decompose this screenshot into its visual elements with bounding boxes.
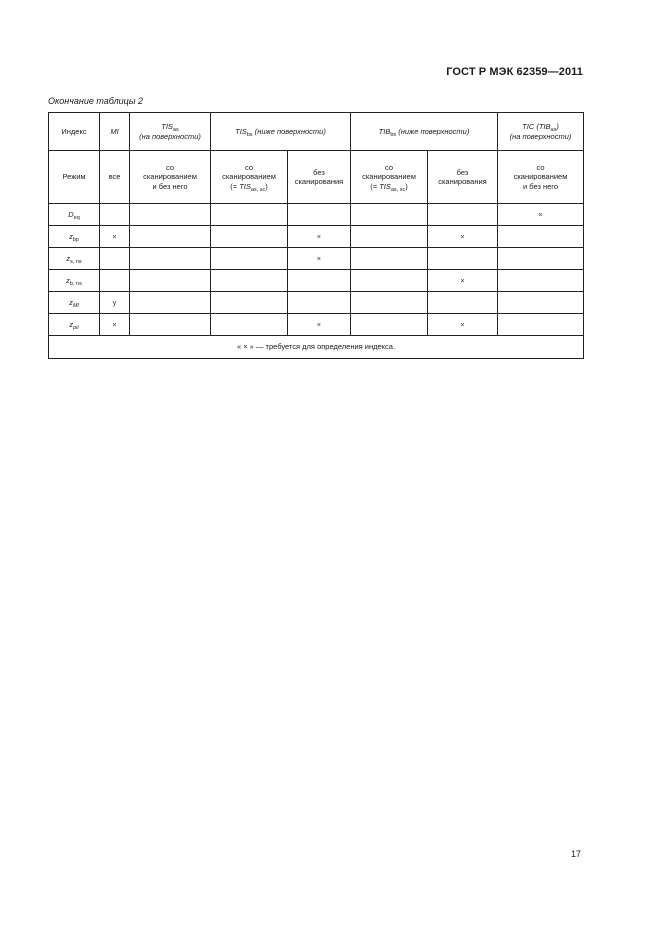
table-row: [49, 270, 584, 292]
c5-line1: без: [313, 167, 325, 177]
table-cell: [288, 292, 351, 314]
table-cell: [351, 292, 428, 314]
table-note: « × » — требуется для определения индекса.: [49, 336, 584, 359]
table-cell: [351, 248, 428, 270]
c7-line2: сканирования: [438, 177, 487, 186]
c7-line1: без: [456, 167, 469, 177]
c4-line3-post: ): [265, 181, 268, 191]
row-symbol-main: z: [66, 275, 70, 285]
c3-line1: со: [165, 162, 174, 172]
table-cell: [130, 248, 211, 270]
table-row: [49, 292, 584, 314]
table-cell: ×: [498, 204, 584, 226]
table-cell: [428, 248, 498, 270]
table-row: [49, 204, 584, 226]
header-tic: [498, 113, 584, 151]
c6-line1: со: [384, 162, 393, 172]
table-row: [49, 314, 584, 336]
table-cell: ×: [428, 270, 498, 292]
mode-row: [49, 151, 584, 204]
data-rows: [49, 204, 584, 336]
mode-all: все: [100, 151, 130, 204]
row-symbol-sub: pii: [73, 324, 79, 331]
c4-line1: со: [244, 162, 253, 172]
table-cell: [498, 248, 584, 270]
table-cell: [100, 270, 130, 292]
c4-line3-sub: as, sc: [250, 186, 266, 193]
table-cell: [211, 226, 288, 248]
table-cell: [498, 226, 584, 248]
c4-line3-main: TIS: [239, 181, 251, 191]
tibbs-note: (ниже поверхности): [398, 126, 470, 136]
note-row: [49, 336, 584, 359]
table-cell: [100, 204, 130, 226]
tic-sub: as: [550, 127, 557, 133]
table-cell: ×: [428, 226, 498, 248]
table-cell: [130, 292, 211, 314]
mode-c5: [288, 151, 351, 204]
tic-note: (на поверхности): [509, 131, 572, 141]
table-cell: [288, 204, 351, 226]
header-tisas: [130, 113, 211, 151]
row-symbol-main: z: [69, 319, 74, 329]
table-row: [49, 248, 584, 270]
header-tibbs: [351, 113, 498, 151]
table-cell: [428, 292, 498, 314]
table-cell: [211, 292, 288, 314]
c3-line3: и без него: [152, 181, 188, 191]
header-row: [49, 113, 584, 151]
table-cell: ×: [100, 314, 130, 336]
table-cell: ×: [288, 314, 351, 336]
c8-line3: и без него: [522, 181, 559, 191]
index-table: [48, 112, 584, 359]
tic-main: TIC (TIB: [522, 122, 551, 131]
table-cell: [288, 270, 351, 292]
header-index: Индекс: [49, 113, 100, 151]
table-cell: [130, 270, 211, 292]
table-cell: [130, 314, 211, 336]
header-mi: MI: [100, 113, 130, 151]
table-cell: [351, 270, 428, 292]
tisbs-main: TIS: [235, 126, 247, 136]
c4-line3-pre: (=: [230, 181, 240, 191]
table-cell: [498, 292, 584, 314]
c8-line2: сканированием: [513, 172, 568, 182]
table-cell: [130, 226, 211, 248]
mode-c4: [211, 151, 288, 204]
row-symbol: [49, 292, 100, 314]
row-symbol-sub: eq: [73, 214, 80, 221]
row-symbol-sub: b, ns: [69, 280, 82, 287]
document-code: ГОСТ Р МЭК 62359—2011: [446, 66, 583, 78]
mode-c8: [498, 151, 584, 204]
row-symbol: [49, 270, 100, 292]
row-symbol-main: z: [69, 297, 73, 307]
table-cell: у: [100, 292, 130, 314]
tisas-note: (на поверхности): [139, 131, 201, 141]
mode-c6: [351, 151, 428, 204]
row-symbol-main: D: [68, 209, 74, 219]
c4-line2: сканированием: [222, 172, 276, 182]
table-cell: [100, 248, 130, 270]
c6-line3-main: TIS: [379, 181, 391, 191]
row-symbol-main: z: [66, 253, 71, 263]
mode-c7: [428, 151, 498, 204]
table-cell: [498, 270, 584, 292]
mode-c3: [130, 151, 211, 204]
table-cell: ×: [288, 248, 351, 270]
table-cell: [211, 314, 288, 336]
table-cell: [498, 314, 584, 336]
row-symbol-sub: MI: [72, 302, 79, 309]
c6-line3-pre: (=: [370, 181, 380, 191]
c3-line2: сканированием: [143, 172, 197, 182]
tisbs-note: (ниже поверхности): [254, 126, 326, 136]
mode-label: Режим: [49, 151, 100, 204]
table-cell: [211, 248, 288, 270]
tisas-sub: as: [172, 127, 179, 133]
row-symbol: [49, 204, 100, 226]
row-symbol: [49, 248, 100, 270]
tisbs-sub: bs: [246, 131, 253, 138]
table-cell: [351, 314, 428, 336]
header-tisbs: [211, 113, 351, 151]
table-row: [49, 226, 584, 248]
table-cell: [130, 204, 211, 226]
table-cell: [211, 204, 288, 226]
row-symbol: [49, 226, 100, 248]
tibbs-main: TIB: [378, 126, 391, 136]
c6-line3-post: ): [405, 181, 408, 191]
page-number: 17: [570, 849, 581, 859]
tibbs-sub: bs: [390, 131, 397, 138]
row-symbol-main: z: [69, 231, 73, 241]
c8-line1: со: [536, 162, 545, 172]
row-symbol-sub: s, ns: [70, 258, 82, 265]
c5-line2: сканирования: [294, 177, 344, 186]
row-symbol: [49, 314, 100, 336]
table-cell: [351, 204, 428, 226]
table-cell: ×: [288, 226, 351, 248]
c6-line3-sub: as, sc: [390, 186, 406, 193]
table-cell: ×: [428, 314, 498, 336]
table-cell: [428, 204, 498, 226]
table-cell: ×: [100, 226, 130, 248]
table-cell: [351, 226, 428, 248]
tic-close: ): [556, 122, 559, 131]
tisas-main: TIS: [161, 122, 173, 131]
table-caption: Окончание таблицы 2: [48, 96, 143, 106]
row-symbol-sub: bp: [72, 236, 79, 243]
c6-line2: сканированием: [362, 172, 416, 182]
table-cell: [211, 270, 288, 292]
